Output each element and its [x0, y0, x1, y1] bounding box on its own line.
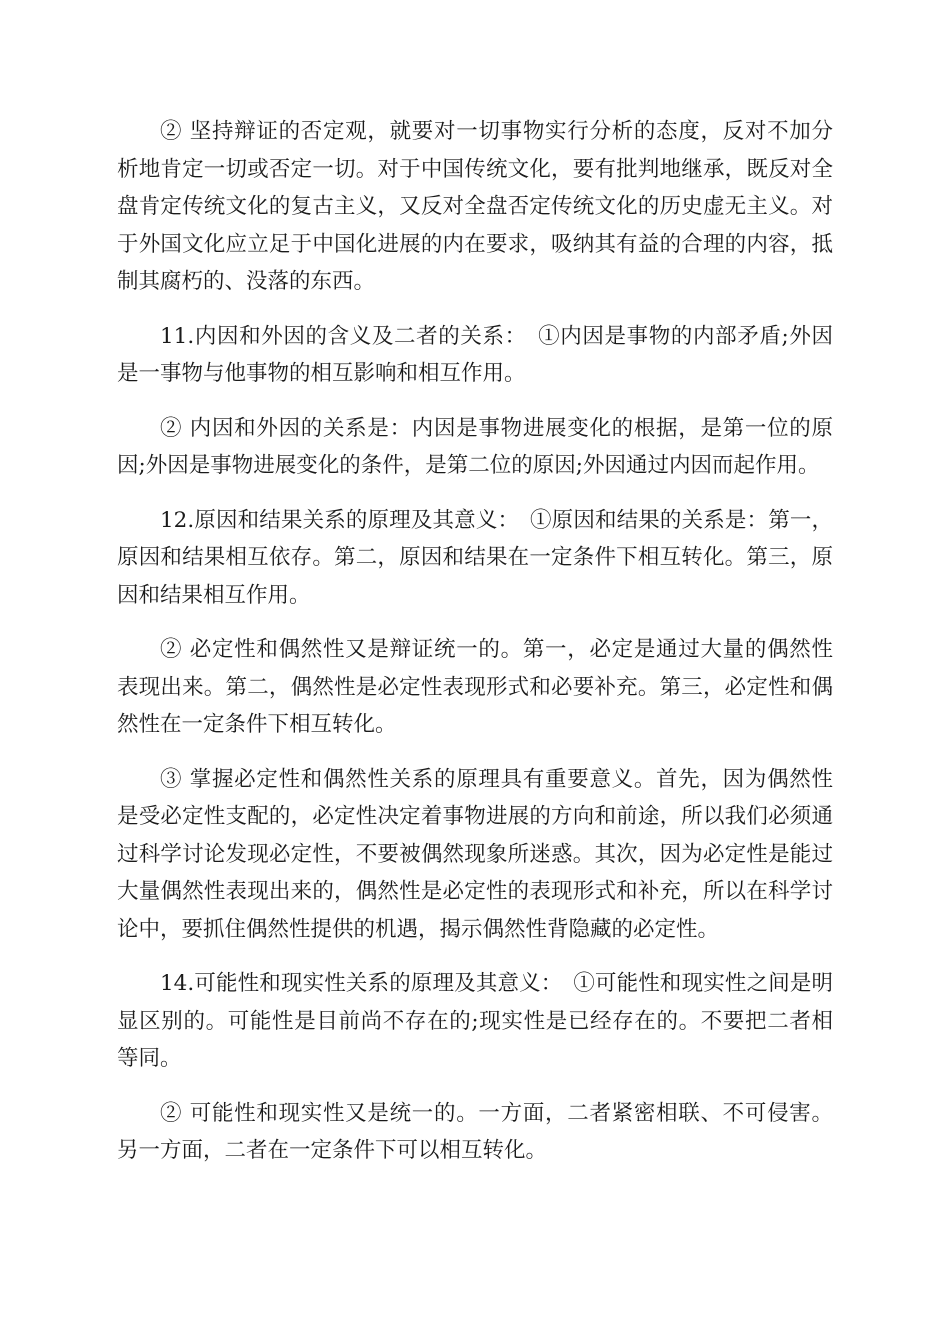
paragraph-possibility-reality: 14.可能性和现实性关系的原理及其意义： ①可能性和现实性之间是明显区别的。可能性是目前尚不存在的;现实性是已经存在的。不要把二者相等同。: [117, 971, 833, 1071]
document-body: [117, 113, 833, 1187]
paragraph-internal-external-causes: 11.内因和外因的含义及二者的关系： ①内因是事物的内部矛盾;外因是一事物与他事物的相互影响和相互作用。: [117, 323, 833, 386]
paragraph-dialectical-negation: ② 坚持辩证的否定观，就要对一切事物实行分析的态度，反对不加分析地肯定一切或否定一切。对于中国传统文化，要有批判地继承，既反对全盘肯定传统文化的复古主义，又反对全盘否定传统文化的历史虚无主义。对于外国文化应立足于中国化进展的内在要求，吸纳其有益的合理的内容，抵制其腐朽的、没落的东西。: [117, 119, 833, 294]
paragraph-possibility-reality-unity: ② 可能性和现实性又是统一的。一方面，二者紧密相联、不可侵害。另一方面，二者在一定条件下可以相互转化。: [117, 1100, 833, 1163]
paragraph-necessity-contingency-unity: ② 必定性和偶然性又是辩证统一的。第一，必定是通过大量的偶然性表现出来。第二，偶然性是必定性表现形式和必要补充。第三，必定性和偶然性在一定条件下相互转化。: [117, 637, 833, 737]
paragraph-necessity-contingency-significance: ③ 掌握必定性和偶然性关系的原理具有重要意义。首先，因为偶然性是受必定性支配的，必定性决定着事物进展的方向和前途，所以我们必须通过科学讨论发现必定性，不要被偶然现象所迷惑。其次，因为必定性是能过大量偶然性表现出来的，偶然性是必定性的表现形式和补充，所以在科学讨论中，要抓住偶然性提供的机遇，揭示偶然性背隐藏的必定性。: [117, 766, 833, 942]
paragraph-internal-external-relation: ② 内因和外因的关系是：内因是事物进展变化的根据，是第一位的原因;外因是事物进展变化的条件，是第二位的原因;外因通过内因而起作用。: [117, 415, 833, 478]
paragraph-cause-effect: 12.原因和结果关系的原理及其意义： ①原因和结果的关系是：第一，原因和结果相互依存。第二，原因和结果在一定条件下相互转化。第三，原因和结果相互作用。: [117, 507, 833, 608]
